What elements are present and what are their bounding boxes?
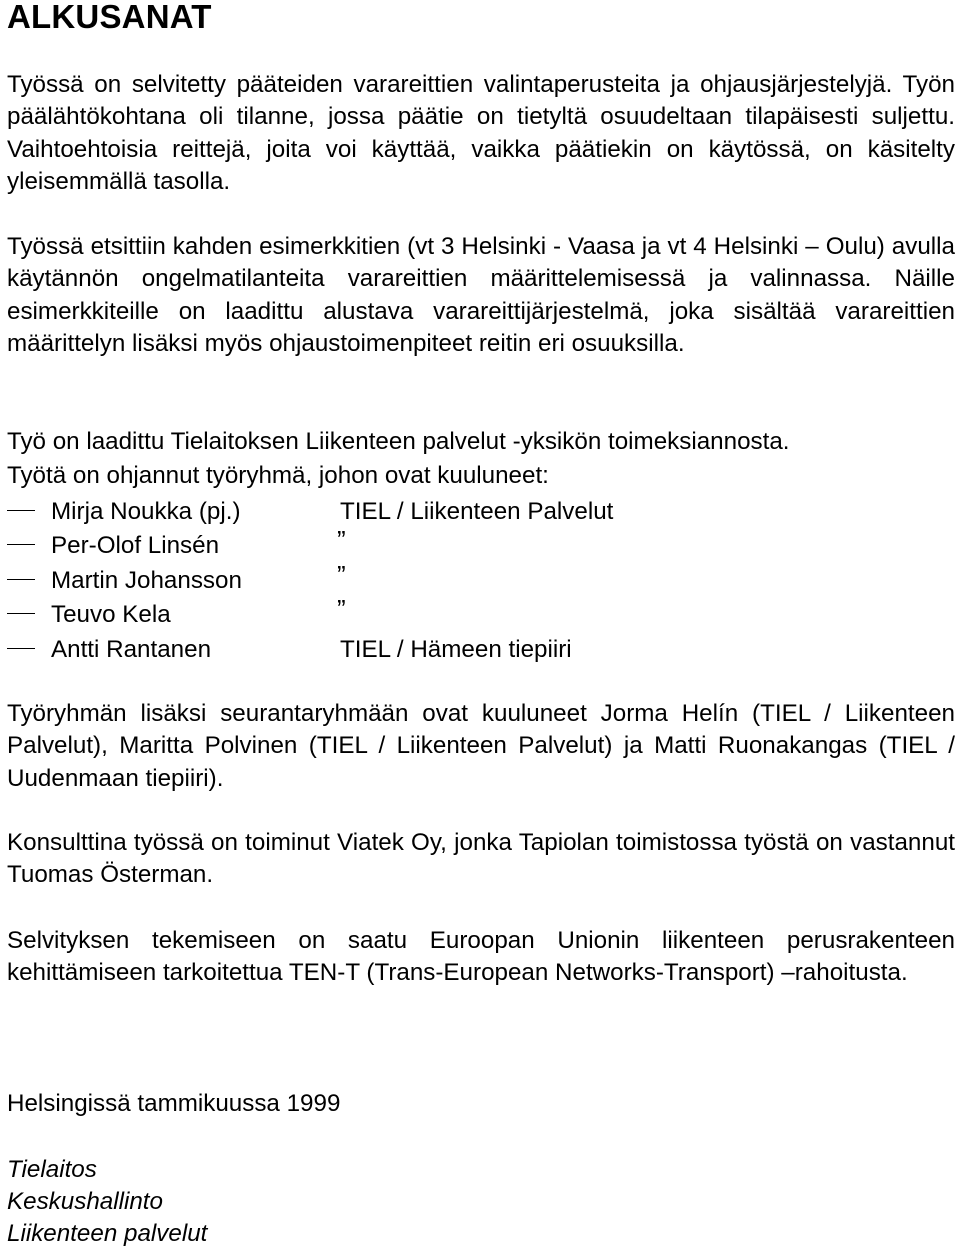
member-organization: TIEL / Liikenteen Palvelut xyxy=(340,498,614,525)
followup-group-paragraph: Työryhmän lisäksi seurantaryhmään ovat kuuluneet Jorma Helín (TIEL / Liikenteen Palvelut), Maritta Polvinen (TIEL / Liikenteen Palvelut) ja Matti Ruonakangas (TIEL / Uudenmaan tiepiiri). xyxy=(7,700,955,792)
signature-line: Tielaitos xyxy=(7,1156,97,1183)
member-name: Martin Johansson xyxy=(51,566,242,594)
intro-paragraph: Työssä on selvitetty pääteiden varareittien valintaperusteita ja ohjausjärjestelyjä. Työn päälähtökohtana oli tilanne, jossa päätie on tietyltä osuudeltaan tilapäisesti suljettu. Vaihtoehtoisia reittejä, joita voi käyttää, vaikka päätiekin on käytössä, on käsitelty yleisemmällä tasolla. xyxy=(7,71,955,196)
member-name: Antti Rantanen xyxy=(51,635,212,663)
consultant-paragraph: Konsulttina työssä on toiminut Viatek Oy, jonka Tapiolan toimistossa työstä on vastannut Tuomas Österman. xyxy=(7,829,955,889)
dash-bullet-icon xyxy=(7,613,35,614)
dash-bullet-icon xyxy=(7,510,35,511)
member-organization: TIEL / Hämeen tiepiiri xyxy=(340,635,572,663)
member-name: Teuvo Kela xyxy=(51,601,171,629)
ditto-mark: ” xyxy=(337,559,346,590)
member-name: Per-Olof Linsén xyxy=(51,532,220,560)
ditto-mark: ” xyxy=(337,525,346,556)
signature-line: Liikenteen palvelut xyxy=(7,1220,208,1247)
member-name: Mirja Noukka (pj.) xyxy=(51,498,241,525)
funding-paragraph: Selvityksen tekemiseen on saatu Euroopan Unionin liikenteen perusrakenteen kehittämiseen tarkoitettua TEN-T (Trans-European Networks-Transport) –rahoitusta. xyxy=(7,927,955,987)
signature-line: Keskushallinto xyxy=(7,1188,163,1215)
group-intro-line: Työtä on ohjannut työryhmä, johon ovat kuuluneet: xyxy=(7,462,549,489)
place-date: Helsingissä tammikuussa 1999 xyxy=(7,1090,341,1117)
dash-bullet-icon xyxy=(7,579,35,580)
ditto-mark: ” xyxy=(337,594,346,625)
dash-bullet-icon xyxy=(7,544,35,545)
page-title: ALKUSANAT xyxy=(7,0,212,35)
dash-bullet-icon xyxy=(7,648,35,649)
commission-line: Työ on laadittu Tielaitoksen Liikenteen palvelut -yksikön toimeksiannosta. xyxy=(7,428,790,455)
examples-paragraph: Työssä etsittiin kahden esimerkkitien (vt 3 Helsinki - Vaasa ja vt 4 Helsinki – Oulu) avulla käytännön ongelmatilanteita varareittien määrittelemisessä ja valinnassa. Näille esimerkkiteille on laadittu alustava varareittijärjestelmä, joka sisältää varareittien määrittelyn lisäksi myös ohjaustoimenpiteet reitin eri osuuksilla. xyxy=(7,233,955,358)
